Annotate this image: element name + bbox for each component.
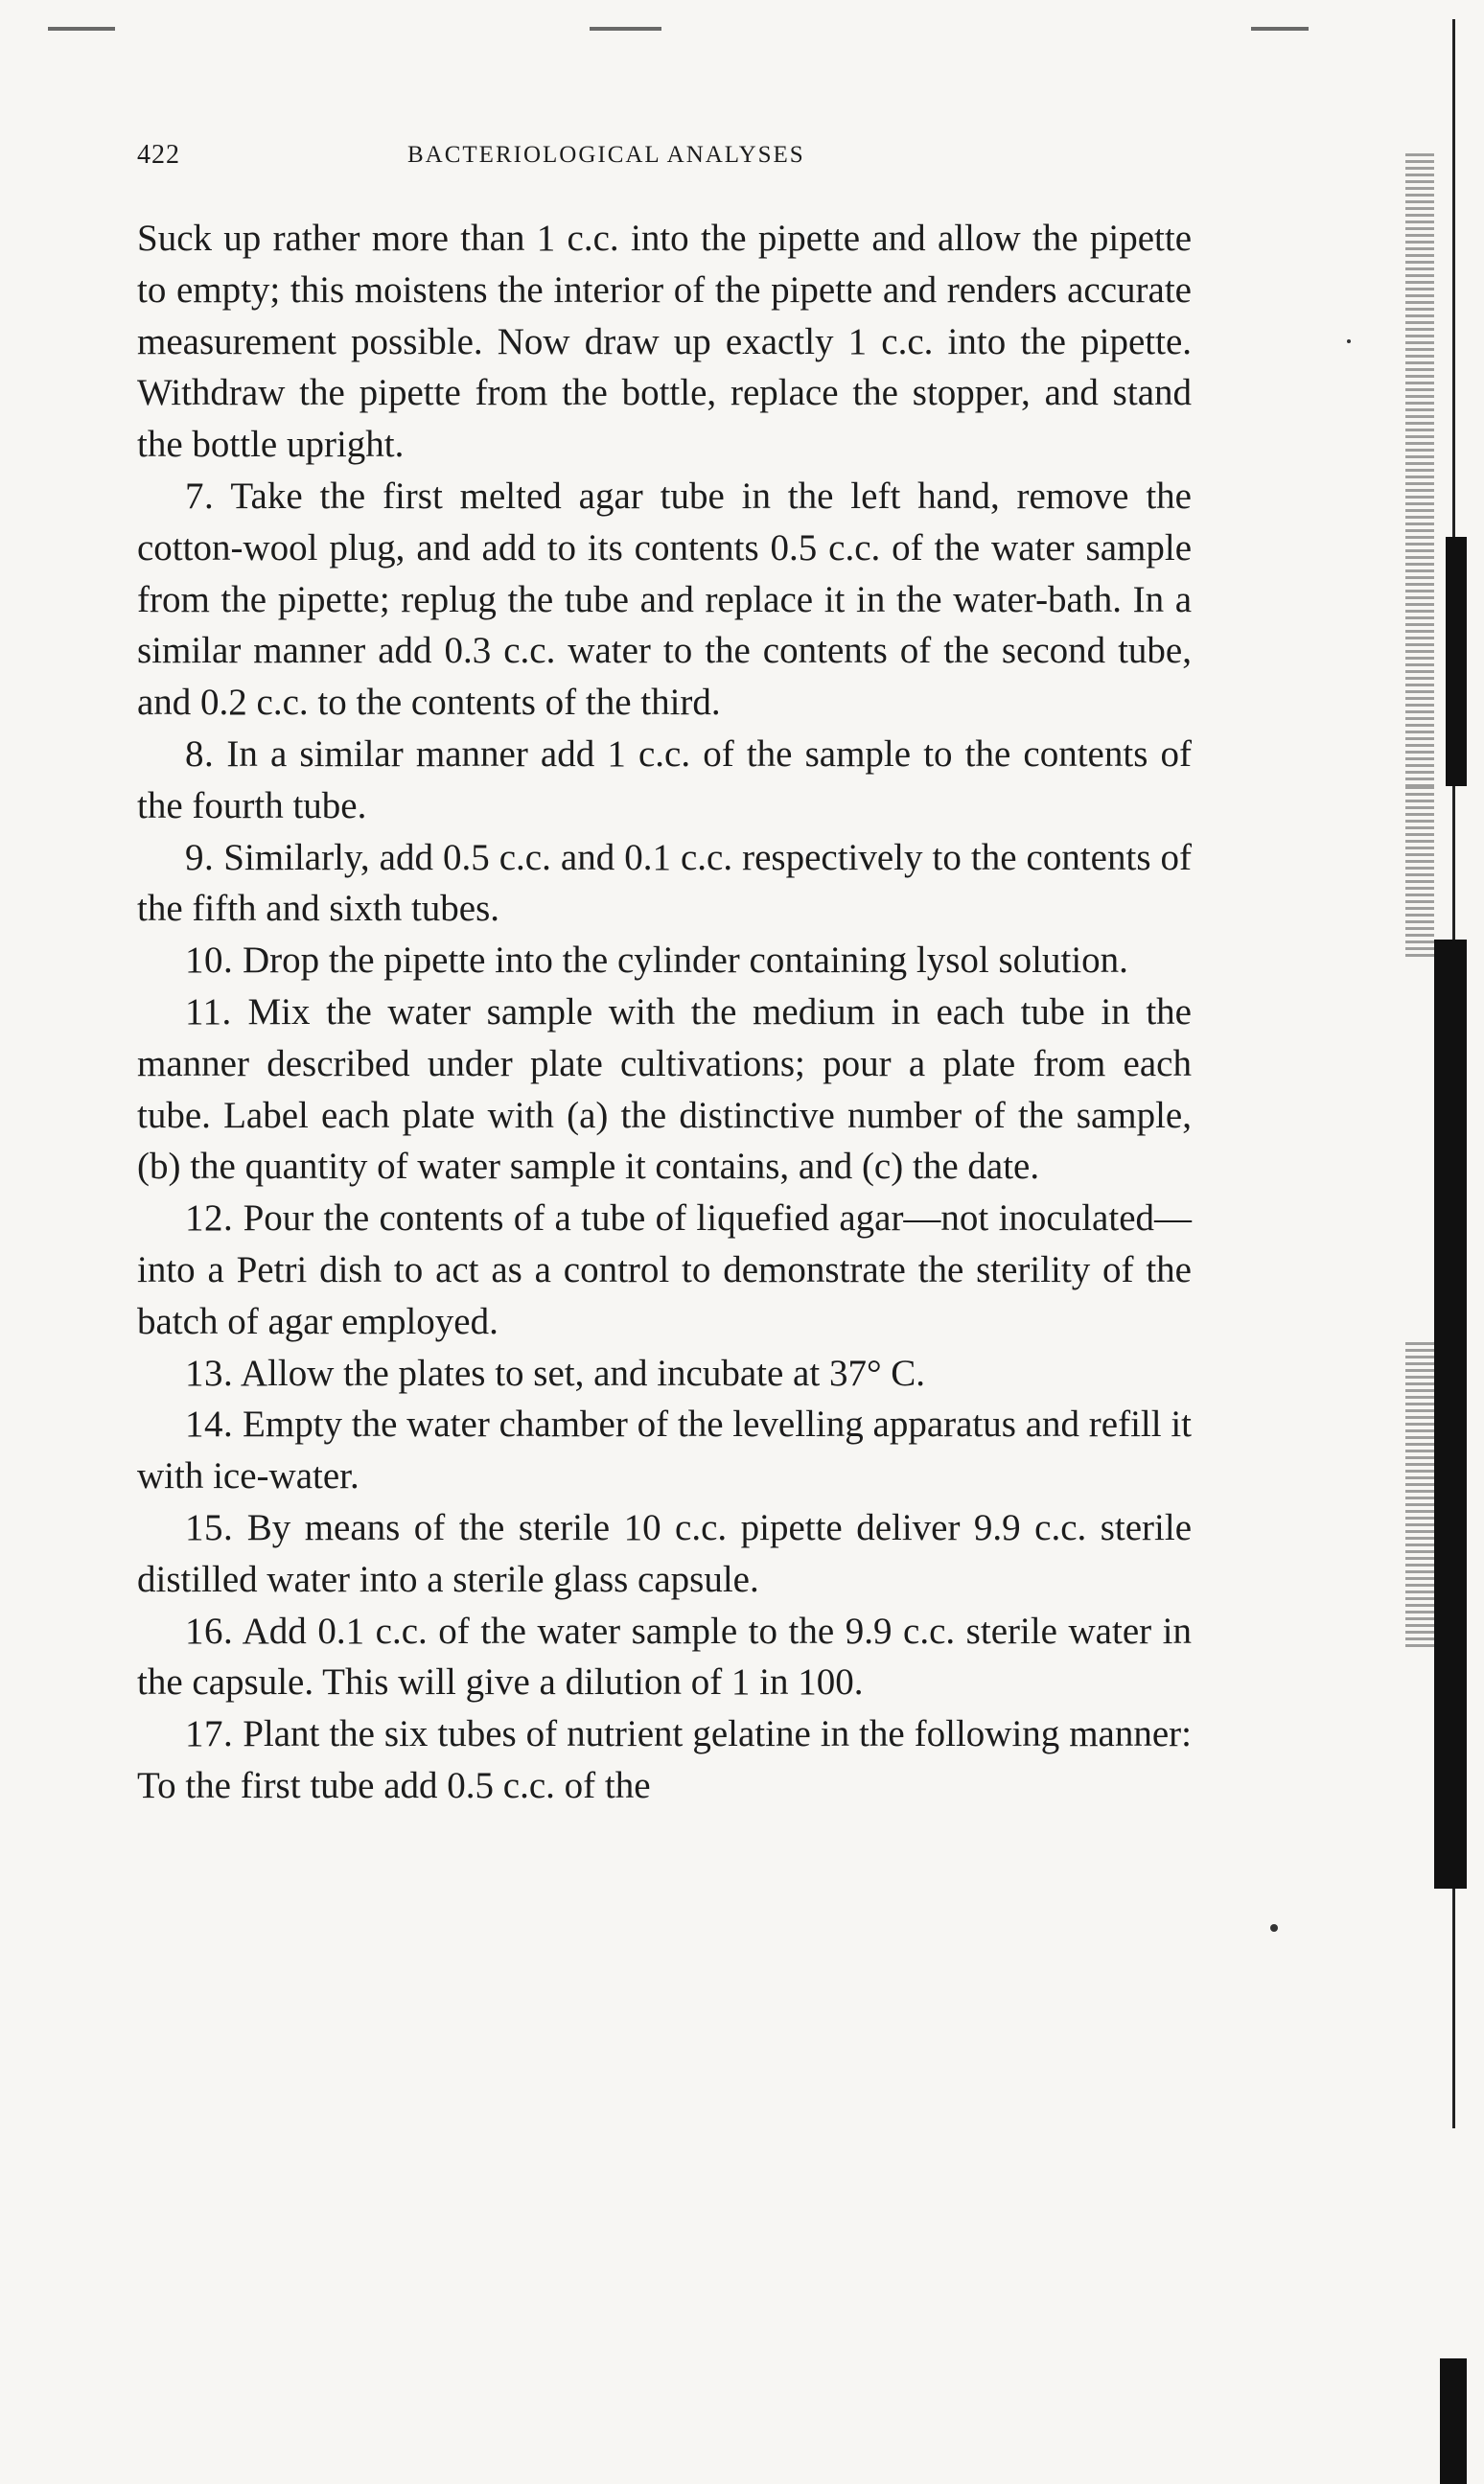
- scan-speck: [1270, 1924, 1278, 1932]
- scan-artifact-top-right: [1251, 27, 1309, 31]
- scan-edge-shadow-middle: [1405, 786, 1434, 959]
- paragraph-text: Drop the pipette into the cylinder containing lysol solution.: [243, 940, 1128, 982]
- paragraph-text: Allow the plates to set, and incubate at 37° C.: [240, 1352, 926, 1394]
- step-number: 7.: [185, 475, 215, 517]
- scan-artifact-top-center: [590, 27, 661, 31]
- paragraph-step-11: [137, 987, 1192, 1193]
- running-title: BACTERIOLOGICAL ANALYSES: [407, 142, 805, 168]
- step-number: 9.: [185, 836, 215, 878]
- step-number: 14.: [185, 1404, 234, 1446]
- paragraph-step-13: [137, 1348, 1192, 1400]
- step-number: 16.: [185, 1610, 234, 1652]
- paragraph-text: Plant the six tubes of nutrient gelatine in the following manner: To the first tube add 0.5 c.c. of the: [137, 1713, 1193, 1806]
- step-number: 15.: [185, 1506, 234, 1548]
- paragraph-text: Empty the water chamber of the levelling apparatus and refill it with ice-water.: [137, 1404, 1193, 1497]
- paragraph-step-15: [137, 1502, 1192, 1606]
- paragraph-text: Similarly, add 0.5 c.c. and 0.1 c.c. respectively to the contents of the fifth and sixth tubes.: [137, 836, 1192, 930]
- paragraph-text: By means of the sterile 10 c.c. pipette deliver 9.9 c.c. sterile distilled water into a sterile glass capsule.: [137, 1506, 1193, 1600]
- paragraph-text: Mix the water sample with the medium in each tube in the manner described under plate cultivations; pour a plate from each tube. Label each plate with (a) the distinctive number of the sample, (b) the quantity of water sample it contains, and (c) the date.: [137, 990, 1192, 1188]
- step-number: 8.: [185, 732, 215, 775]
- paragraph-text: Add 0.1 c.c. of the water sample to the 9.9 c.c. sterile water in the capsule. This will give a dilution of 1 in 100.: [137, 1610, 1192, 1704]
- paragraph-step-9: [137, 832, 1192, 936]
- page-header: [137, 140, 1192, 178]
- paragraph-step-7: [137, 471, 1192, 729]
- paragraph-continuation: [137, 213, 1192, 471]
- step-number: 12.: [185, 1197, 234, 1240]
- step-number: 17.: [185, 1713, 234, 1755]
- scan-edge-shadow-lower: [1405, 1342, 1434, 1649]
- paragraph-step-8: [137, 729, 1192, 832]
- paragraph-text: Take the first melted agar tube in the left hand, remove the cotton-wool plug, and add to its contents 0.5 c.c. of the water sample from the pipette; replug the tube and replace it in the water-bath. In a similar manner add 0.3 c.c. water to the contents of the second tube, and 0.2 c.c. to the contents of the third.: [137, 475, 1192, 724]
- scan-edge-shadow-upper: [1405, 153, 1434, 786]
- step-number: 10.: [185, 940, 234, 982]
- paragraph-text: Suck up rather more than 1 c.c. into the pipette and allow the pipette to empty; this moistens the interior of the pipette and renders accurate measurement possible. Now draw up exactly 1 c.c. into the pipette. Withdraw the pipette from the bottle, replace the stopper, and stand the bottle upright.: [137, 218, 1192, 466]
- step-number: 11.: [185, 990, 232, 1033]
- paragraph-text: Pour the contents of a tube of liquefied agar—not inoculated—into a Petri dish to act as a control to demonstrate the sterility of the batch of agar employed.: [137, 1197, 1193, 1342]
- scan-speck: [1347, 339, 1351, 343]
- scan-edge-band-upper: [1446, 537, 1467, 786]
- paragraph-step-14: [137, 1399, 1192, 1502]
- paragraph-step-12: [137, 1193, 1192, 1347]
- paragraph-step-10: [137, 935, 1192, 987]
- text-body: [137, 213, 1192, 1812]
- paragraph-step-16: [137, 1606, 1192, 1709]
- scan-edge-band-middle: [1434, 940, 1467, 1889]
- paragraph-step-17: [137, 1708, 1192, 1812]
- step-number: 13.: [185, 1352, 234, 1394]
- scan-artifact-top-left: [48, 27, 115, 31]
- scan-edge-band-bottom: [1440, 2358, 1467, 2484]
- paragraph-text: In a similar manner add 1 c.c. of the sample to the contents of the fourth tube.: [137, 732, 1192, 826]
- page-number: 422: [137, 140, 180, 170]
